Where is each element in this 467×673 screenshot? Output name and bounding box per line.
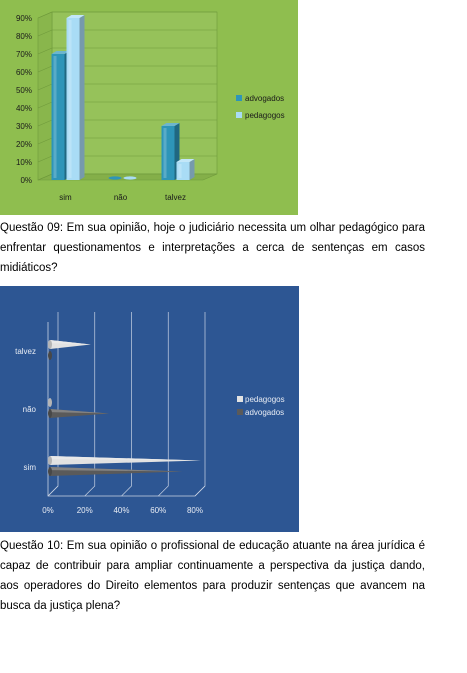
chart1-y-tick-label: 30% — [15, 122, 32, 131]
chart1-x-tick-label: não — [113, 193, 128, 202]
chart1-side-wall — [38, 12, 52, 180]
chart1-bar-side — [190, 159, 195, 180]
chart1-y-tick-label: 50% — [15, 86, 32, 95]
chart1-legend-label: advogados — [245, 94, 285, 103]
chart2-legend-swatch — [237, 396, 243, 402]
chart2-legend-swatch — [237, 409, 243, 415]
chart1-bar — [124, 176, 137, 179]
chart2-cone-base — [48, 409, 52, 418]
chart2-legend-label: pedagogos — [245, 395, 285, 404]
chart1-y-tick-label: 70% — [15, 50, 32, 59]
chart2-x-tick-label: 20% — [76, 506, 93, 515]
chart2-cone-base — [48, 456, 52, 465]
chart2-cone — [48, 351, 52, 360]
chart1-x-tick-label: talvez — [165, 193, 186, 202]
chart2-x-tick-label: 0% — [42, 506, 54, 515]
chart1-bar-front — [162, 126, 175, 180]
chart2-y-tick-label: não — [22, 405, 36, 414]
question-10-text: Questão 10: Em sua opinião o profissional de educação atuante na área jurídica é capaz de contribuir para ampliar continuamente a perspectiva da justiça dando, aos operadores do Direito elementos para produzir sentenças que avancem na busca da justiça plena? — [0, 540, 425, 612]
chart-vertical-svg — [0, 0, 298, 215]
question-09-text: Questão 09: Em sua opinião, hoje o judiciário necessita um olhar pedagógico para enfrentar questionamentos e interpretações a cerca de sentenças em casos midiáticos? — [0, 222, 425, 274]
chart1-legend-swatch — [236, 112, 242, 118]
chart1-bar-front — [67, 18, 80, 180]
chart1-y-tick-label: 80% — [15, 32, 32, 41]
chart1-bar — [177, 159, 195, 180]
chart1-bar-highlight — [179, 164, 182, 178]
chart1-y-tick-label: 10% — [15, 158, 32, 167]
chart2-cone-base — [48, 351, 52, 360]
chart1-bar — [67, 15, 85, 180]
chart2-x-tick-label: 80% — [186, 506, 204, 515]
chart2-y-tick-label: sim — [23, 463, 36, 472]
chart2-cone-base — [48, 340, 52, 349]
chart1-bar-highlight — [54, 56, 57, 178]
chart1-x-tick-label: sim — [59, 193, 72, 202]
chart1-legend-label: pedagogos — [245, 111, 285, 120]
chart2-cone — [48, 398, 52, 407]
chart1-bar-highlight — [69, 20, 72, 178]
chart1-bar-side — [80, 15, 85, 180]
chart1-y-tick-label: 40% — [15, 104, 32, 113]
chart1-bar-zero — [109, 176, 122, 179]
chart1-y-tick-label: 90% — [15, 14, 32, 23]
chart1-bar-highlight — [164, 128, 167, 178]
chart1-y-tick-label: 60% — [15, 68, 32, 77]
chart2-x-tick-label: 40% — [113, 506, 130, 515]
chart1-bar-front — [52, 54, 65, 180]
chart1-bar-zero — [124, 176, 137, 179]
chart2-cone-base — [48, 467, 52, 476]
chart1-y-tick-label: 20% — [15, 140, 32, 149]
chart-horizontal-svg — [0, 286, 299, 532]
chart1-y-tick-label: 0% — [20, 176, 32, 185]
chart2-legend-label: advogados — [245, 408, 285, 417]
chart2-cone-base — [48, 398, 52, 407]
chart2-x-tick-label: 60% — [150, 506, 167, 515]
chart2-y-tick-label: talvez — [15, 347, 36, 356]
chart1-bar-front — [177, 162, 190, 180]
chart-vertical-bars — [0, 0, 298, 215]
chart1-legend-swatch — [236, 95, 242, 101]
chart-horizontal-cones — [0, 286, 299, 532]
chart1-bar — [109, 176, 122, 179]
